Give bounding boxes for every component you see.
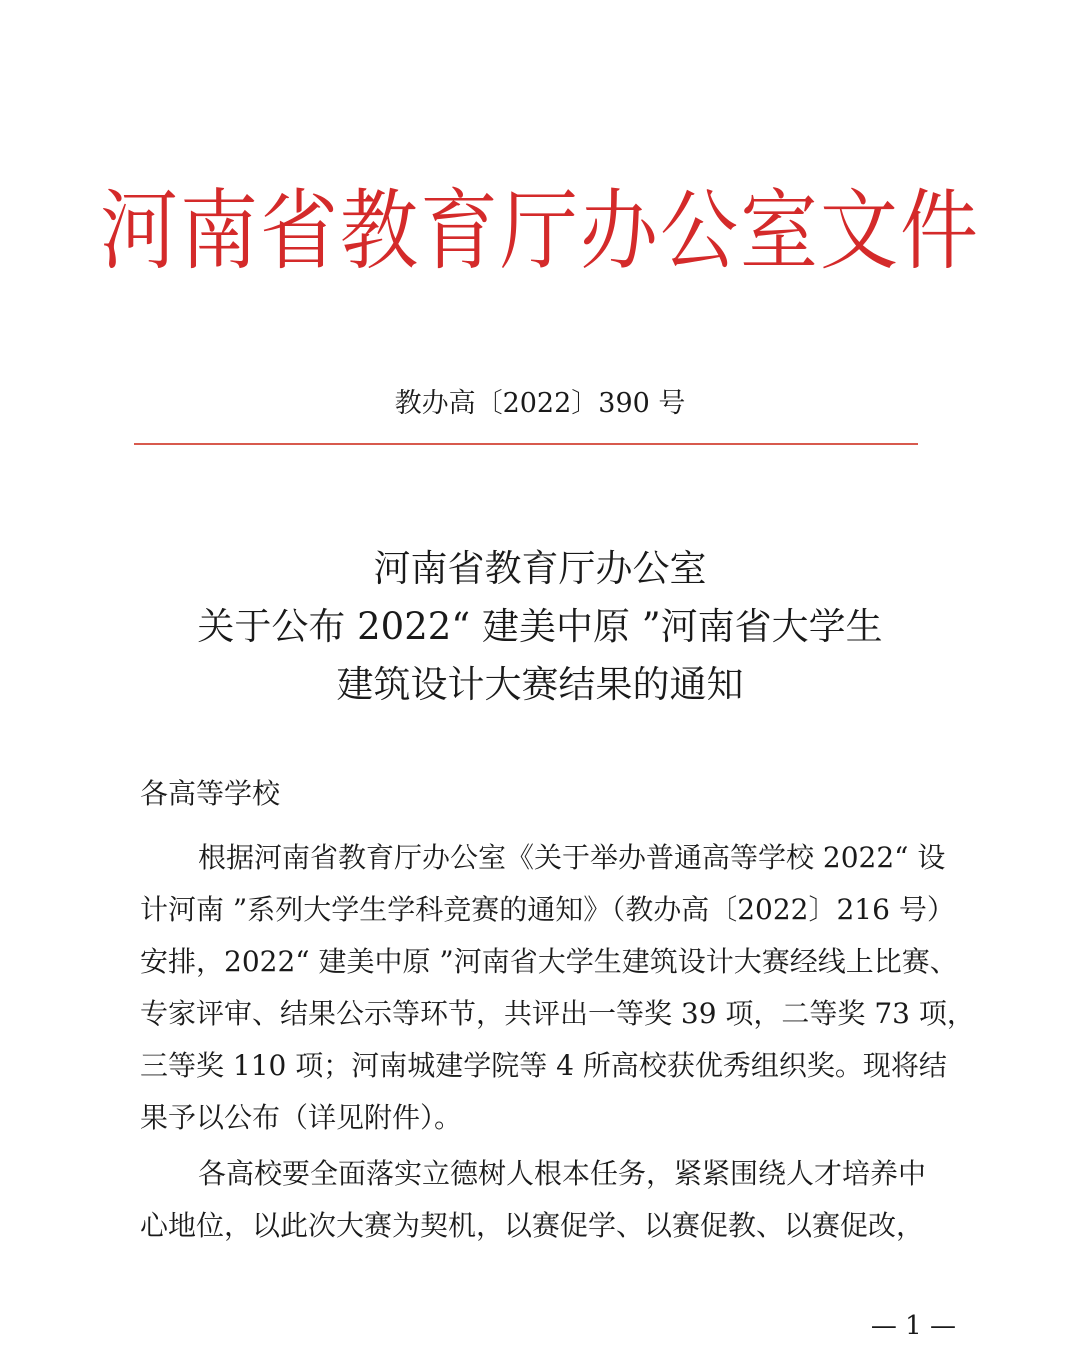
document-title [0,540,1080,714]
paragraph-line: 果予以公布（详见附件）。 [140,1101,463,1134]
paragraph-line: 心地位，以此次大赛为契机，以赛促学、以赛促教、以赛促改， [140,1209,925,1242]
paragraph-line: 专家评审、结果公示等环节，共评出一等奖 39 项，二等奖 73 项， [140,997,975,1030]
paragraph-line: 安排，2022“ 建美中原 ”河南省大学生建筑设计大赛经线上比赛、 [140,945,958,978]
document-number: 教办高〔2022〕390 号 [394,388,686,419]
title-line: 建筑设计大赛结果的通知 [336,663,744,706]
page-number: — 1 — [870,1311,956,1341]
salutation: 各高等学校 [140,777,281,810]
document-masthead: 河南省教育厅办公室文件 [99,181,980,283]
red-separator-line [134,443,918,445]
paragraph-line: 各高校要全面落实立德树人根本任务，紧紧围绕人才培养中 [198,1157,927,1190]
paragraph-line: 三等奖 110 项；河南城建学院等 4 所高校获优秀组织奖。现将结 [140,1049,947,1082]
body-paragraph-1 [140,832,975,1144]
body-paragraph-2 [140,1148,960,1252]
title-line: 河南省教育厅办公室 [373,547,707,590]
title-line: 关于公布 2022“ 建美中原 ”河南省大学生 [197,605,883,648]
paragraph-line: 根据河南省教育厅办公室《关于举办普通高等学校 2022“ 设 [198,841,946,874]
paragraph-line: 计河南 ”系列大学生学科竞赛的通知》（教办高〔2022〕216 号） [140,893,955,926]
